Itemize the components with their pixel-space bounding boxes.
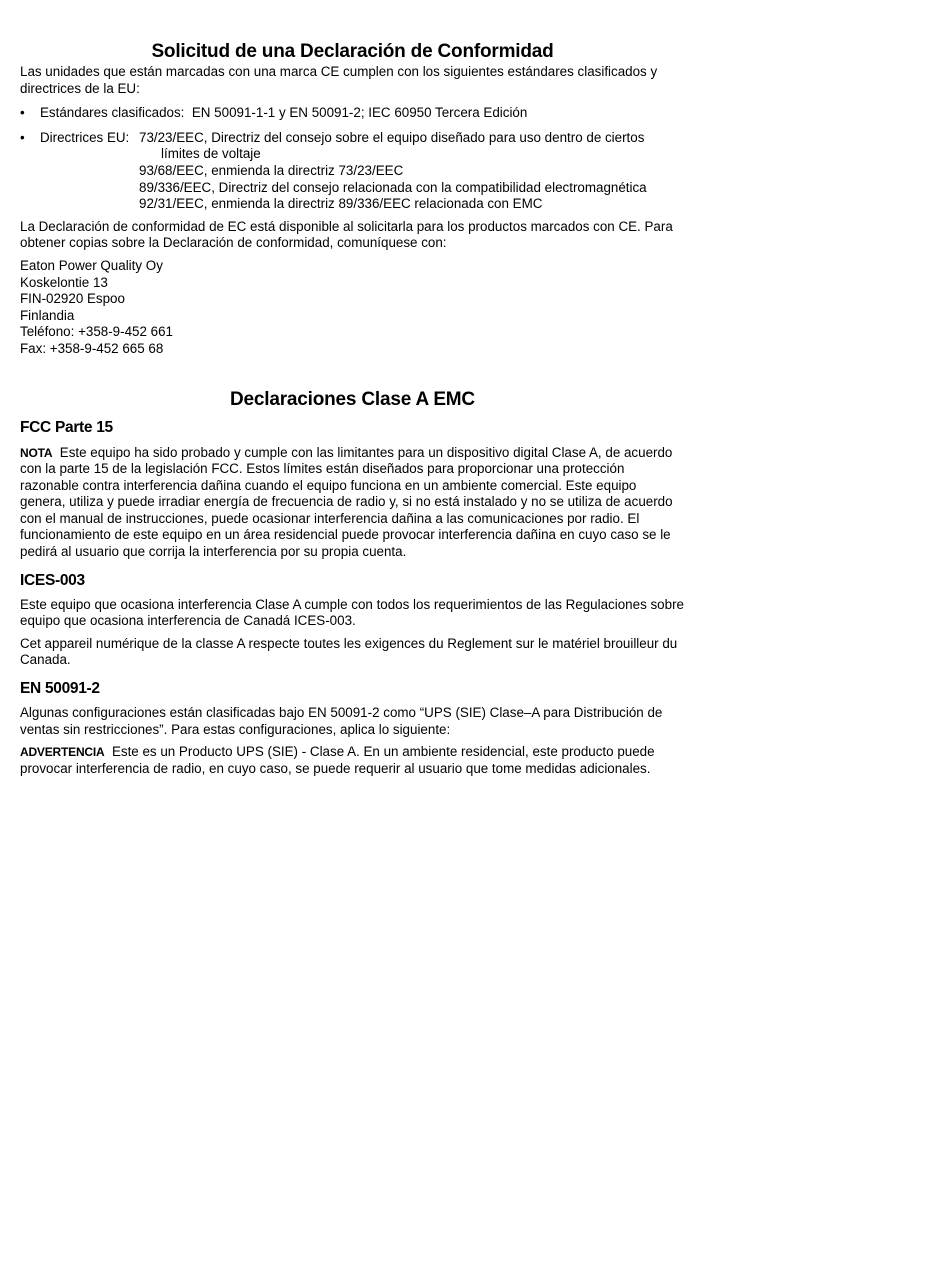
warning-text: Este es un Producto UPS (SIE) - Clase A. En un ambiente residencial, este producto puede provocar interferencia de radio, en cuyo caso, se puede requerir al usuario que tome medidas adicionales. — [20, 744, 655, 776]
ices-text-fr: Cet appareil numérique de la classe A respecte toutes les exigences du Reglement sur le matériel brouilleur du Canada. — [20, 635, 678, 668]
conformity-title: Solicitud de una Declaración de Conformidad — [151, 41, 554, 62]
directive-item: 73/23/EEC, Directriz del consejo sobre el equipo diseñado para uso dentro de ciertos — [139, 129, 645, 145]
ices-heading: ICES-003 — [20, 571, 85, 589]
en50091-warning — [20, 744, 685, 777]
directive-item: 92/31/EEC, enmienda la directriz 89/336/EEC relacionada con EMC — [139, 196, 543, 212]
contact-block — [20, 258, 685, 358]
warning-label: ADVERTENCIA — [20, 745, 105, 760]
en50091-text: Algunas configuraciones están clasificadas bajo EN 50091-2 como “UPS (SIE) Clase–A para Distribución de ventas sin restricciones”. Para estas configuraciones, aplica lo siguiente: — [20, 705, 663, 737]
bullet-icon: • — [20, 105, 25, 121]
directive-item: límites de voltaje — [161, 146, 261, 162]
contact-city: FIN-02920 Espoo — [20, 291, 125, 307]
directive-item: 89/336/EEC, Directriz del consejo relacionada con la compatibilidad electromagnética — [139, 179, 647, 195]
contact-street: Koskelontie 13 — [20, 274, 108, 290]
contact-country: Finlandia — [20, 307, 75, 323]
standards-label: Estándares clasificados: — [40, 105, 185, 121]
directives-bullet — [20, 130, 685, 213]
standards-value: EN 50091-1-1 y EN 50091-2; IEC 60950 Tercera Edición — [191, 105, 528, 121]
bullet-icon: • — [20, 129, 25, 145]
fcc-note — [20, 445, 685, 561]
directives-grid — [40, 130, 685, 213]
contact-company: Eaton Power Quality Oy — [20, 257, 163, 273]
availability-text: La Declaración de conformidad de EC está disponible al solicitarla para los productos marcados con CE. Para obtener copias sobre la Declaración de conformidad, comuníquese con: — [20, 218, 673, 251]
ices-text-es: Este equipo que ocasiona interferencia Clase A cumple con todos los requerimientos de las Regulaciones sobre equipo que ocasiona interferencia de Canadá ICES-003. — [20, 596, 684, 629]
directive-item: 93/68/EEC, enmienda la directriz 73/23/EEC — [139, 162, 404, 178]
document-page — [20, 40, 685, 777]
contact-fax: Fax: +358-9-452 665 68 — [20, 340, 164, 356]
conformity-intro: Las unidades que están marcadas con una marca CE cumplen con los siguientes estándares clasificados y directrices de la EU: — [20, 64, 658, 96]
note-label: NOTA — [20, 445, 53, 460]
fcc-heading: FCC Parte 15 — [20, 418, 113, 436]
emc-title: Declaraciones Clase A EMC — [230, 388, 475, 410]
note-text: Este equipo ha sido probado y cumple con las limitantes para un dispositivo digital Clase A, de acuerdo con la parte 15 de la legislación FCC. Estos límites están diseñados para proporcionar una protección razonable contra interferencia dañina cuando el equipo funciona en un ambiente comercial. Este equipo genera, utiliza y puede irradiar energía de frecuencia de radio y, si no está instalado y no se utiliza de acuerdo con el manual de instrucciones, puede ocasionar interferencia dañina a las comunicaciones por radio. El funcionamiento de este equipo en un área residencial puede provocar interferencia dañina en cuyo caso se le pedirá al usuario que corrija la interferencia por su propia cuenta. — [20, 444, 673, 560]
directives-list — [139, 130, 685, 213]
en50091-heading: EN 50091-2 — [20, 680, 100, 698]
directives-label: Directrices EU: — [40, 129, 130, 145]
standards-bullet — [20, 105, 685, 122]
contact-phone: Teléfono: +358-9-452 661 — [20, 324, 173, 340]
